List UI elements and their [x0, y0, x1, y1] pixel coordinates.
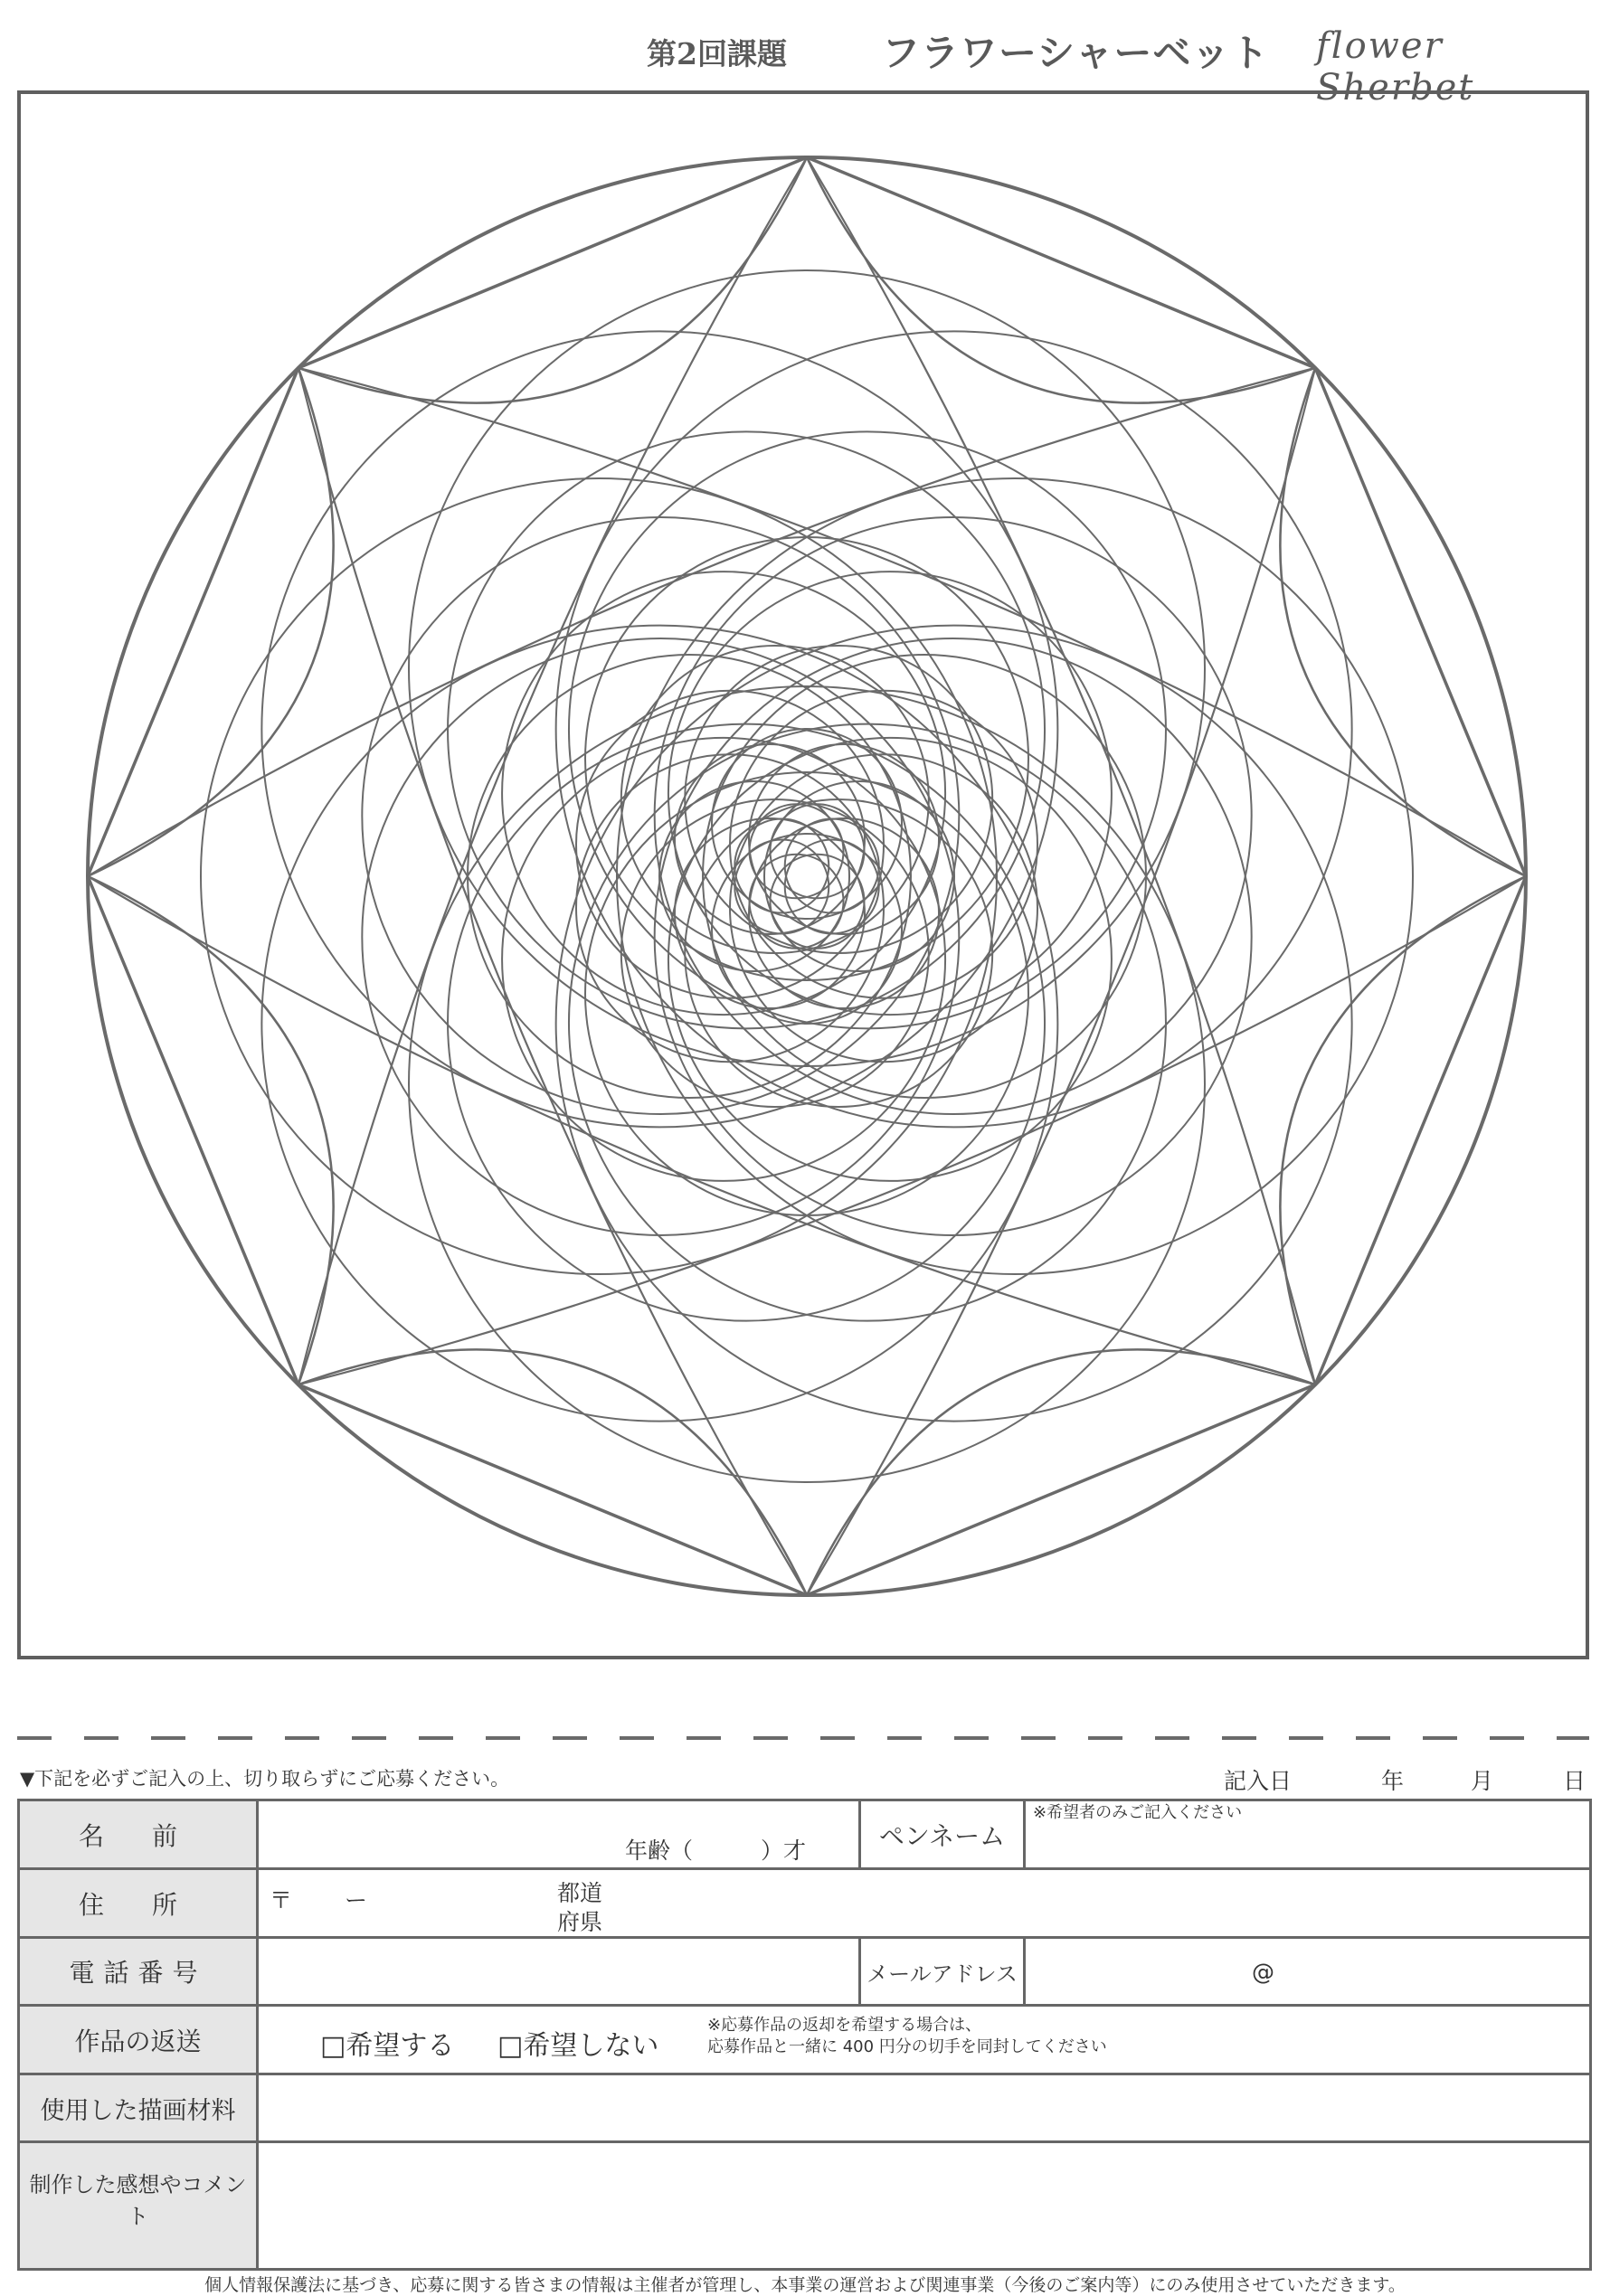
return-no-checkbox[interactable]: □希望しない — [497, 2030, 659, 2062]
postal-mark: 〒 — [270, 1887, 293, 1913]
page-header — [0, 20, 1610, 109]
rosette-circle — [569, 724, 1166, 1321]
email-label: メールアドレス — [860, 1938, 1025, 2006]
petal-arc — [807, 368, 1315, 1595]
return-label: 作品の返送 — [19, 2006, 258, 2074]
date-label: 記入日 — [1224, 1768, 1293, 1794]
comment-label: 制作した感想やコメント — [19, 2142, 258, 2270]
phone-row — [19, 1938, 1591, 2006]
rosette-circle — [261, 331, 1057, 1127]
cusp-curve — [807, 1349, 1315, 1595]
octagon — [88, 157, 1526, 1595]
rosette-circle — [556, 331, 1352, 1127]
prefecture-line2: 府県 — [557, 1909, 603, 1935]
artwork-frame — [17, 90, 1589, 1659]
materials-field[interactable] — [258, 2074, 1591, 2142]
privacy-notice: 個人情報保護法に基づき、応募に関する皆さまの情報は主催者が管理し、本事業の運営および関連事業（今後のご案内等）にのみ使用させていただきます。 — [204, 2275, 1406, 2295]
rosette-circle — [703, 655, 1146, 1098]
date-day-label: 日 — [1563, 1768, 1586, 1794]
email-at-mark: @ — [1252, 1959, 1274, 1985]
prefecture-line1: 都道 — [557, 1880, 603, 1906]
address-label: 住 所 — [19, 1869, 258, 1938]
petal-arc — [298, 876, 1526, 1384]
penname-note: ※希望者のみご記入ください — [1033, 1803, 1243, 1822]
phone-field[interactable] — [258, 1938, 860, 2006]
rosette-circle — [362, 638, 959, 1235]
comment-field[interactable] — [258, 2142, 1591, 2270]
date-year-label: 年 — [1381, 1768, 1405, 1794]
petal-arc — [88, 876, 1315, 1384]
name-label: 名 前 — [19, 1800, 258, 1869]
cusp-curve — [298, 157, 807, 403]
rosette-circle — [585, 537, 1028, 980]
cut-line — [17, 1736, 1589, 1740]
rosette-circle — [362, 517, 959, 1114]
mandala-line-art — [21, 94, 1586, 1656]
penname-label: ペンネーム — [860, 1800, 1025, 1869]
form-instruction: ▼下記を必ずご記入の上、切り取らずにご応募ください。 — [20, 1768, 510, 1790]
rosette-circle — [556, 626, 1352, 1422]
age-label: 年齢（ ）才 — [625, 1838, 807, 1864]
comment-row — [19, 2142, 1591, 2270]
title-japanese: フラワーシャーベット — [882, 31, 1270, 75]
name-field[interactable] — [258, 1800, 860, 1869]
outer-circle — [88, 157, 1526, 1595]
address-row — [19, 1869, 1591, 1938]
rosette-circle — [770, 855, 864, 949]
phone-label: 電話番号 — [19, 1938, 258, 2006]
materials-row — [19, 2074, 1591, 2142]
rosette-circle — [655, 638, 1252, 1235]
cusp-curve — [88, 876, 334, 1384]
petal-arc — [807, 157, 1315, 1384]
rosette-circle — [468, 655, 911, 1098]
return-yes-checkbox[interactable]: □希望する — [320, 2030, 455, 2062]
address-field[interactable] — [258, 1869, 1591, 1938]
rosette-circle — [655, 517, 1252, 1114]
materials-label: 使用した描画材料 — [19, 2074, 258, 2142]
rosette-circle — [569, 431, 1166, 1028]
return-options — [258, 2006, 1591, 2074]
rosette-circle — [785, 839, 879, 933]
date-month-label: 月 — [1471, 1768, 1494, 1794]
penname-field[interactable] — [1025, 1800, 1591, 1869]
lesson-number: 第2回課題 — [647, 36, 787, 71]
cusp-curve — [1280, 876, 1526, 1384]
cusp-curve — [1280, 368, 1526, 876]
petal-arc — [88, 368, 1315, 876]
cusp-curve — [298, 1349, 807, 1595]
petal-arc — [298, 157, 807, 1384]
title-english: flower Sherbet — [1316, 25, 1475, 109]
rosette-circle — [261, 626, 1057, 1422]
petal-arc — [298, 368, 1526, 876]
cusp-curve — [88, 368, 334, 876]
name-row — [19, 1800, 1591, 1869]
application-form — [17, 1799, 1592, 2271]
petal-arc — [298, 368, 807, 1595]
rosette-circle — [448, 724, 1045, 1321]
cusp-curve — [807, 157, 1315, 403]
email-field[interactable] — [1025, 1938, 1591, 2006]
postal-dash: ー — [345, 1887, 368, 1913]
rosette-circle — [448, 431, 1045, 1028]
return-note-line2: 応募作品と一緒に 400 円分の切手を同封してください — [707, 2037, 1107, 2056]
return-note-line1: ※応募作品の返却を希望する場合は、 — [707, 2016, 982, 2035]
return-row — [19, 2006, 1591, 2074]
rosette-circle — [585, 772, 1028, 1215]
